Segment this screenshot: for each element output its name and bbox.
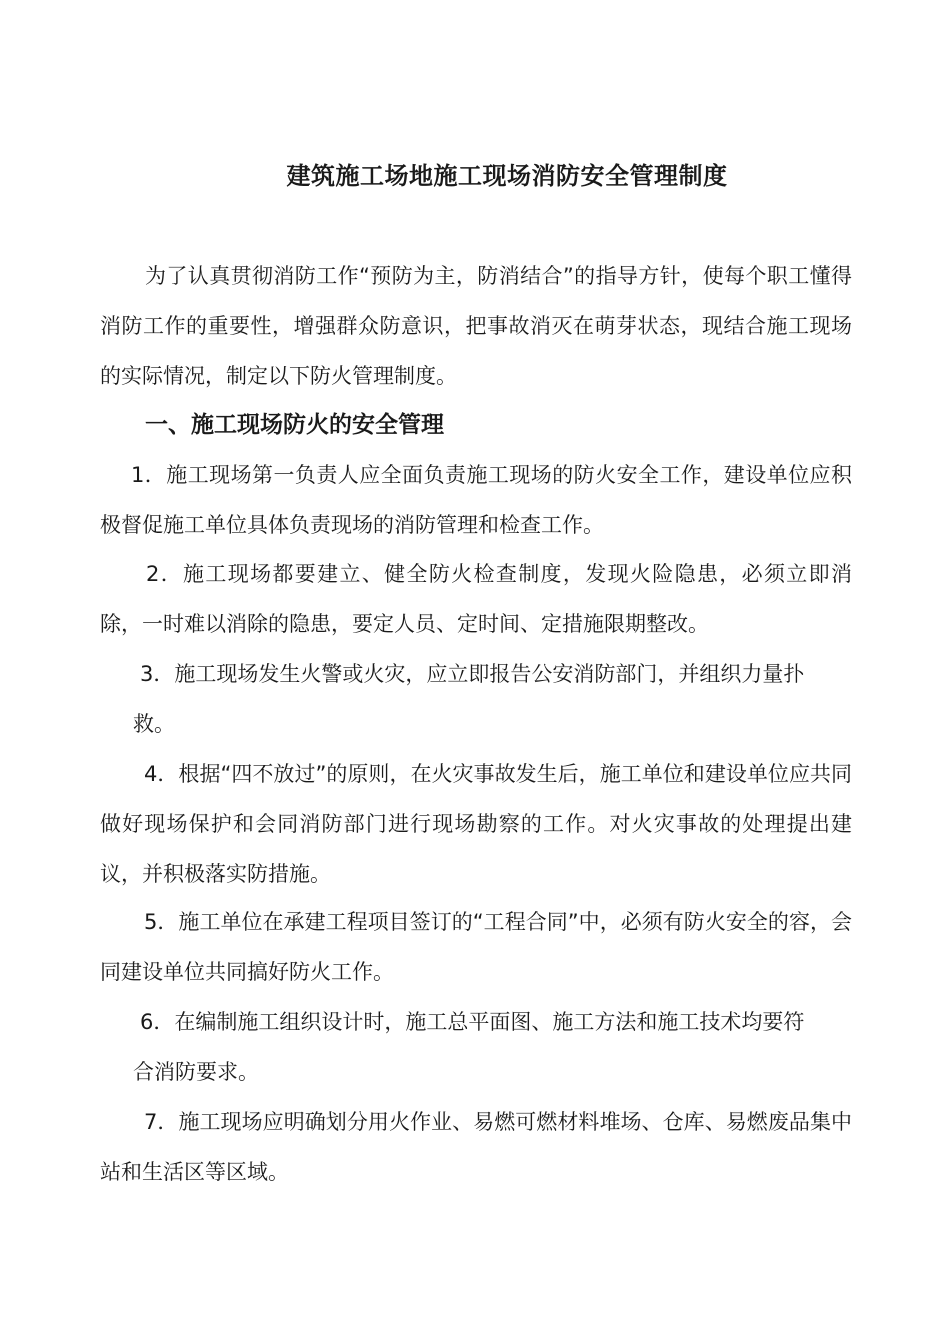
list-item-7: 7．施工现场应明确划分用火作业、易燃可燃材料堆场、仓库、易燃废品集中站和生活区等区域。 (100, 1110, 852, 1184)
list-item-6: 6．在编制施工组织设计时，施工总平面图、施工方法和施工技术均要符 (140, 1010, 805, 1034)
list-item-2: 2．施工现场都要建立、健全防火检查制度，发现火险隐患，必须立即消除，一时难以消除的隐患，要定人员、定时间、定措施限期整改。 (100, 562, 852, 636)
document-title: 建筑施工场地施工现场消防安全管理制度 (286, 162, 728, 190)
section-heading: 一、施工现场防火的安全管理 (145, 412, 444, 438)
list-item-4: 4．根据“四不放过”的原则，在火灾事故发生后，施工单位和建设单位应共同做好现场保护和会同消防部门进行现场勘察的工作。对火灾事故的处理提出建议，并积极落实防措施。 (100, 762, 852, 886)
list-item-6-continuation: 合消防要求。 (133, 1060, 259, 1084)
list-item-5: 5．施工单位在承建工程项目签订的“工程合同”中，必须有防火安全的容，会同建设单位共同搞好防火工作。 (100, 910, 852, 984)
list-item-3-continuation: 救。 (133, 712, 175, 736)
intro-paragraph: 为了认真贯彻消防工作“预防为主，防消结合”的指导方针，使每个职工懂得消防工作的重要性，增强群众防意识，把事故消灭在萌芽状态，现结合施工现场的实际情况，制定以下防火管理制度。 (100, 264, 852, 388)
list-item-3: 3．施工现场发生火警或火灾，应立即报告公安消防部门，并组织力量扑 (140, 662, 805, 686)
list-item-1: 1．施工现场第一负责人应全面负责施工现场的防火安全工作，建设单位应积极督促施工单位具体负责现场的消防管理和检查工作。 (100, 463, 852, 537)
